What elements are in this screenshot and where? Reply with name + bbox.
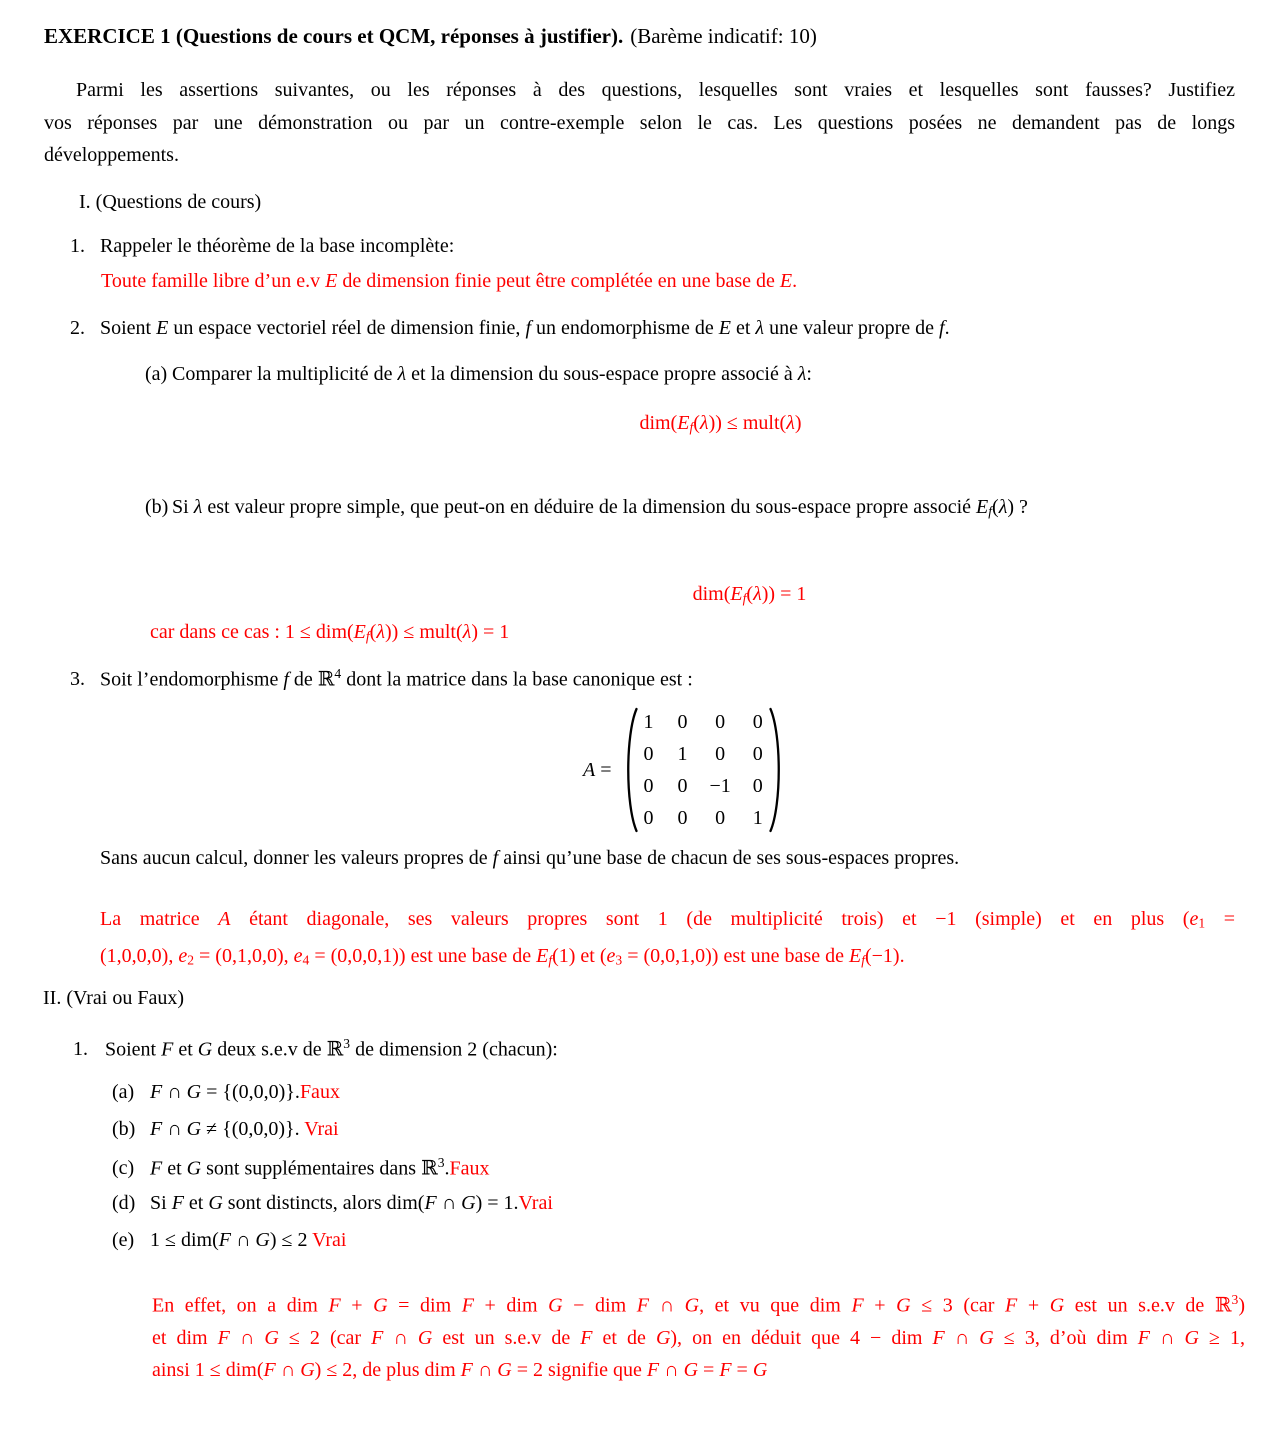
text-segment: Si (172, 496, 194, 518)
section-i-heading: I. (Questions de cours) (79, 191, 262, 213)
text-segment: ℝ (326, 1038, 344, 1061)
tf-item-e (112, 1229, 347, 1252)
text-segment: λ (699, 412, 709, 434)
text-segment: Soient (105, 1038, 162, 1061)
text-segment: F (171, 1192, 184, 1214)
text-segment: un espace vectoriel réel de dimension finie, (168, 317, 526, 339)
subquestion-i-2a-text (172, 363, 812, 386)
justification-paragraph (152, 1284, 1245, 1387)
text-segment: Sans aucun calcul, donner les valeurs propres de (100, 847, 493, 869)
text-segment: . (944, 317, 950, 339)
question-i-1 (70, 235, 454, 258)
text-segment: F (1005, 1294, 1018, 1317)
text-segment: + dim (473, 1294, 549, 1317)
text-segment: Toute famille libre d’un e.v (101, 270, 326, 292)
text-segment: G (979, 1326, 994, 1349)
text-segment: ∩ (162, 1081, 187, 1103)
text-segment: 1 ≤ dim( (150, 1229, 219, 1251)
answer-note-i-2b (150, 621, 509, 645)
text-segment: E (156, 317, 169, 339)
text-segment: A (583, 758, 596, 781)
text-segment: G (186, 1118, 202, 1140)
matrix-lhs (583, 759, 612, 782)
text-segment: G (197, 1038, 213, 1061)
tf-item-a (112, 1081, 340, 1104)
text-segment: ∩ (162, 1118, 187, 1140)
text-segment: ∩ (648, 1294, 685, 1317)
text-segment: F (932, 1326, 945, 1349)
text-segment: dim( (692, 583, 731, 605)
text-segment: F (461, 1294, 474, 1317)
text-segment: Faux (299, 1081, 340, 1103)
justification-line-3 (152, 1354, 1245, 1387)
text-segment: E (976, 496, 989, 518)
text-segment: λ (397, 363, 407, 385)
question-i-3 (70, 666, 693, 691)
text-segment: G (1184, 1326, 1199, 1349)
text-segment: λ (193, 496, 203, 518)
text-segment: f (525, 317, 531, 339)
text-segment: − dim (562, 1294, 637, 1317)
text-segment: ≠ {(0,0,0)}. (201, 1118, 305, 1140)
text-segment: )) ≤ mult( (385, 621, 463, 643)
text-segment: car dans ce cas : 1 ≤ dim( (150, 621, 354, 643)
text-segment: λ (755, 317, 765, 339)
text-segment: F (424, 1192, 437, 1214)
text-segment: Faux (449, 1157, 490, 1180)
section-ii-heading: II. (Vrai ou Faux) (43, 987, 184, 1009)
intro-line-1: Parmi les assertions suivantes, ou les réponses à des questions, lesquelles sont vraies et lesquelles sont fausses? Justifiez (76, 79, 1235, 101)
question-ii-1-number: 1. (73, 1038, 88, 1061)
text-segment: λ (753, 583, 762, 605)
text-segment: λ (462, 621, 472, 643)
question-ii-1-text (105, 1036, 558, 1061)
text-segment: ) = 1 (471, 621, 510, 643)
text-segment: = (1205, 908, 1236, 930)
subquestion-i-2a (145, 363, 812, 386)
matrix-cell: 0 (677, 774, 688, 797)
text-segment: F (218, 1229, 231, 1251)
matrix-cell: 1 (752, 806, 763, 829)
matrix-left-paren-icon (621, 705, 639, 835)
text-segment: ainsi qu’une base de chacun de ses sous-espaces propres. (498, 847, 960, 869)
text-segment: ≤ 2 (car (278, 1326, 372, 1349)
text-segment: E (730, 583, 743, 605)
text-segment: E (325, 270, 338, 292)
text-segment: E (718, 317, 731, 339)
text-segment: ≤ 3, d’où dim (993, 1326, 1138, 1349)
text-segment: ) ≤ 2 (269, 1229, 313, 1251)
text-segment: = (0,1,0,0), (194, 944, 294, 967)
text-segment: Vrai (312, 1229, 347, 1251)
tf-item-b-label: (b) (112, 1118, 136, 1140)
text-segment: f (939, 317, 945, 339)
text-segment: λ (998, 496, 1008, 518)
text-segment: (1) et ( (552, 944, 607, 967)
answer-i-1 (101, 270, 797, 293)
text-segment: G (896, 1294, 911, 1317)
text-segment: f (689, 419, 694, 435)
text-segment: sont supplémentaires dans (201, 1157, 422, 1180)
text-segment: F (263, 1359, 276, 1382)
text-segment: E (536, 944, 549, 967)
tf-item-b (112, 1118, 339, 1141)
text-segment: f (742, 590, 747, 606)
text-segment: f (861, 952, 865, 968)
text-segment: F (150, 1081, 163, 1103)
formula-dim-leq-mult (172, 412, 1235, 436)
text-segment: est un s.e.v de (1064, 1294, 1215, 1317)
text-segment: G (497, 1359, 512, 1382)
text-segment: . (444, 1157, 450, 1180)
text-segment: F (217, 1326, 230, 1349)
text-segment: G (255, 1229, 270, 1251)
text-segment: de (288, 668, 318, 691)
text-segment: λ (786, 412, 795, 434)
exercise-title-note: (Barème indicatif: 10) (630, 24, 817, 48)
text-segment: 3 (1231, 1292, 1239, 1307)
text-segment: et de (592, 1326, 656, 1349)
text-segment: 1 (1198, 915, 1206, 931)
text-segment: = (595, 758, 612, 781)
matrix-cell: 0 (752, 710, 763, 733)
text-segment: F (150, 1118, 163, 1140)
matrix-cell: 0 (715, 742, 726, 765)
text-segment: = (0,0,1,0)) est une base de (622, 944, 849, 967)
text-segment: . (792, 270, 798, 292)
text-segment: ∩ (472, 1359, 498, 1382)
text-segment: + (863, 1294, 897, 1317)
exercise-title (44, 24, 817, 49)
text-segment: Vrai (304, 1118, 339, 1140)
text-segment: Soient (100, 317, 157, 339)
text-segment: étant diagonale, ses valeurs propres sont 1 (de multiplicité trois) et −1 (simple) et en plus ( (230, 908, 1190, 930)
text-segment: f (988, 503, 993, 519)
text-segment: f (283, 668, 289, 691)
question-i-2-number: 2. (70, 317, 85, 339)
text-segment: et (730, 317, 756, 339)
text-segment: F (1137, 1326, 1150, 1349)
text-segment: ∩ (275, 1359, 301, 1382)
question-i-1-text: Rappeler le théorème de la base incomplète: (100, 235, 455, 257)
text-segment: un endomorphisme de (531, 317, 719, 339)
text-segment: ainsi 1 ≤ dim( (152, 1359, 264, 1382)
text-segment: deux s.e.v de (212, 1038, 327, 1061)
text-segment: G (1049, 1294, 1065, 1317)
matrix-cell: 0 (643, 742, 654, 765)
text-segment: F (636, 1294, 649, 1317)
text-segment: (1,0,0,0), (100, 944, 179, 967)
text-segment: G (186, 1157, 202, 1180)
text-segment: F (328, 1294, 341, 1317)
text-segment: sont distincts, alors dim( (222, 1192, 425, 1214)
matrix-cell: 0 (715, 806, 726, 829)
subquestion-i-2a-label: (a) (145, 363, 168, 385)
tf-item-d-text (150, 1192, 553, 1215)
text-segment: G (300, 1359, 315, 1382)
matrix-cell: 0 (752, 774, 763, 797)
tf-item-e-text (150, 1229, 347, 1252)
text-segment: ) ≤ 2, de plus dim (314, 1359, 461, 1382)
tf-item-c-label: (c) (112, 1157, 135, 1180)
tf-item-b-text (150, 1118, 339, 1141)
text-segment: Comparer la multiplicité de (172, 363, 398, 385)
text-segment: F (646, 1359, 660, 1382)
question-i-1-number: 1. (70, 235, 85, 257)
text-segment: ∩ (436, 1192, 462, 1214)
text-segment: F (371, 1326, 384, 1349)
text-segment: λ (797, 363, 807, 385)
text-segment: 3 (343, 1036, 351, 1051)
text-segment: Si (150, 1192, 172, 1214)
text-segment: F (460, 1359, 473, 1382)
tf-item-d-label: (d) (112, 1192, 136, 1214)
text-segment: + (340, 1294, 374, 1317)
text-segment: de dimension finie peut être complétée en une base de (337, 270, 780, 292)
text-segment: f (492, 847, 499, 869)
text-segment: une valeur propre de (764, 317, 939, 339)
text-segment: ) = 1. (475, 1192, 519, 1214)
text-segment: )) = 1 (761, 583, 807, 605)
text-segment: ( (746, 583, 754, 605)
answer-i-3-line-2 (100, 940, 1235, 977)
intro-line-3: développements. (44, 144, 179, 166)
text-segment: ) ? (1007, 496, 1028, 518)
matrix-cell: 0 (677, 806, 688, 829)
text-segment: La matrice (100, 908, 219, 930)
text-segment: ≥ 1, (1198, 1326, 1245, 1349)
matrix-cell: −1 (709, 774, 731, 797)
text-segment: 4 (334, 666, 342, 681)
text-segment: F (719, 1359, 732, 1382)
answer-i-3-line-1 (100, 903, 1235, 940)
matrix-cell: 1 (677, 742, 688, 765)
tf-item-a-text (150, 1081, 340, 1104)
question-i-2 (70, 317, 950, 340)
tf-item-e-label: (e) (112, 1229, 135, 1251)
text-segment: G (752, 1359, 768, 1382)
text-segment: est valeur propre simple, que peut-on en déduire de la dimension du sous-espace propre associé (202, 496, 977, 518)
intro-line-2: vos réponses par une démonstration ou par un contre-exemple selon le cas. Les questions posées ne demandent pas de longs (44, 111, 1235, 134)
text-segment: ) (794, 412, 802, 434)
text-segment: G (373, 1294, 388, 1317)
text-segment: dont la matrice dans la base canonique est : (341, 668, 693, 691)
text-segment: ℝ (421, 1157, 438, 1180)
text-segment: 2 (187, 952, 195, 968)
matrix-cell: 0 (643, 806, 654, 829)
text-segment: ), on en déduit que 4 − dim (670, 1326, 933, 1349)
text-segment: 4 (302, 952, 310, 968)
question-i-2-text (100, 317, 950, 340)
text-segment: ( (992, 496, 999, 518)
text-segment: G (684, 1294, 700, 1317)
text-segment: (−1). (864, 944, 905, 967)
text-segment: F (161, 1038, 174, 1061)
matrix-cell: 0 (677, 710, 688, 733)
text-segment: et dim (152, 1326, 218, 1349)
text-segment: = (0,0,0,1)) est une base de (309, 944, 537, 967)
text-segment: G (548, 1294, 563, 1317)
text-segment: , et vu que dim (699, 1294, 852, 1317)
text-segment: G (208, 1192, 223, 1214)
text-segment: ≤ 3 (car (910, 1294, 1006, 1317)
text-segment: e (293, 944, 303, 967)
matrix-cell: 0 (715, 710, 726, 733)
text-segment: ∩ (659, 1359, 684, 1382)
text-segment: ∩ (1149, 1326, 1185, 1349)
text-segment: ∩ (944, 1326, 980, 1349)
text-segment: ∩ (230, 1229, 256, 1251)
text-segment: est un s.e.v de (432, 1326, 581, 1349)
text-segment: f (548, 952, 553, 968)
text-segment: E (353, 621, 366, 643)
text-segment: : (806, 363, 812, 385)
text-segment: Soit l’endomorphisme (100, 668, 284, 691)
text-segment: et (183, 1192, 209, 1214)
text-segment: G (417, 1326, 433, 1349)
answer-i-3 (100, 903, 1235, 976)
subquestion-i-2b-label: (b) (145, 496, 169, 518)
text-segment: e (178, 944, 188, 967)
subquestion-i-2b (145, 496, 1235, 520)
text-segment: dim( (639, 412, 678, 434)
matrix-cell: 1 (643, 710, 654, 733)
text-segment: et la dimension du sous-espace propre associé à (406, 363, 798, 385)
text-segment: Vrai (518, 1192, 553, 1214)
text-segment: E (848, 944, 862, 967)
text-segment: ∩ (383, 1326, 418, 1349)
text-segment: A (218, 908, 231, 930)
text-segment: F (851, 1294, 864, 1317)
tf-item-a-label: (a) (112, 1081, 135, 1103)
question-i-3-text (100, 666, 693, 691)
text-segment: = dim (387, 1294, 462, 1317)
text-segment: = (698, 1359, 720, 1382)
text-segment: et (162, 1157, 187, 1180)
text-segment: e (606, 944, 616, 967)
tf-item-d (112, 1192, 553, 1215)
matrix-cell: 0 (643, 774, 654, 797)
tf-item-c-text (150, 1155, 490, 1180)
text-segment: F (150, 1157, 163, 1180)
text-segment: ( (369, 621, 377, 643)
text-segment: ) (1238, 1294, 1245, 1317)
text-segment: 3 (615, 952, 623, 968)
text-segment: de dimension 2 (chacun): (350, 1038, 558, 1061)
matrix-right-paren-icon (768, 705, 786, 835)
text-segment: = {(0,0,0)}. (201, 1081, 300, 1103)
text-segment: = 2 signifie que (511, 1359, 647, 1382)
text-segment: e (1189, 908, 1199, 930)
text-segment: ℝ (1214, 1294, 1232, 1317)
text-segment: G (655, 1326, 671, 1349)
text-segment: G (461, 1192, 476, 1214)
intro-paragraph (44, 74, 1235, 172)
matrix-cell: 0 (752, 742, 763, 765)
text-segment: En effet, on a dim (152, 1294, 329, 1317)
text-segment: E (779, 270, 793, 292)
question-ii-1 (73, 1036, 558, 1061)
text-segment: F (580, 1326, 593, 1349)
justification-line-1 (152, 1284, 1245, 1322)
text-segment: ∩ (229, 1326, 265, 1349)
matrix-display (583, 705, 786, 835)
text-segment: f (365, 628, 370, 644)
text-segment: )) ≤ mult( (708, 412, 787, 434)
subquestion-i-2b-text (172, 496, 1028, 520)
question-i-3-followup (100, 847, 959, 870)
text-segment: et (173, 1038, 198, 1061)
text-segment: E (677, 412, 690, 434)
text-segment: ( (693, 412, 700, 434)
text-segment: + (1017, 1294, 1050, 1317)
justification-line-2 (152, 1322, 1245, 1355)
exercise-title-bold: EXERCICE 1 (Questions de cours et QCM, réponses à justifier). (44, 24, 624, 48)
matrix-entries (642, 712, 765, 829)
question-i-3-number: 3. (70, 668, 85, 691)
text-segment: G (683, 1359, 699, 1382)
text-segment: λ (376, 621, 386, 643)
tf-item-c (112, 1155, 490, 1180)
text-segment: G (264, 1326, 279, 1349)
text-segment: 3 (437, 1155, 445, 1170)
formula-dim-eq-1 (172, 583, 1235, 607)
text-segment: G (186, 1081, 202, 1103)
text-segment: ℝ (317, 668, 335, 691)
text-segment: = (731, 1359, 753, 1382)
